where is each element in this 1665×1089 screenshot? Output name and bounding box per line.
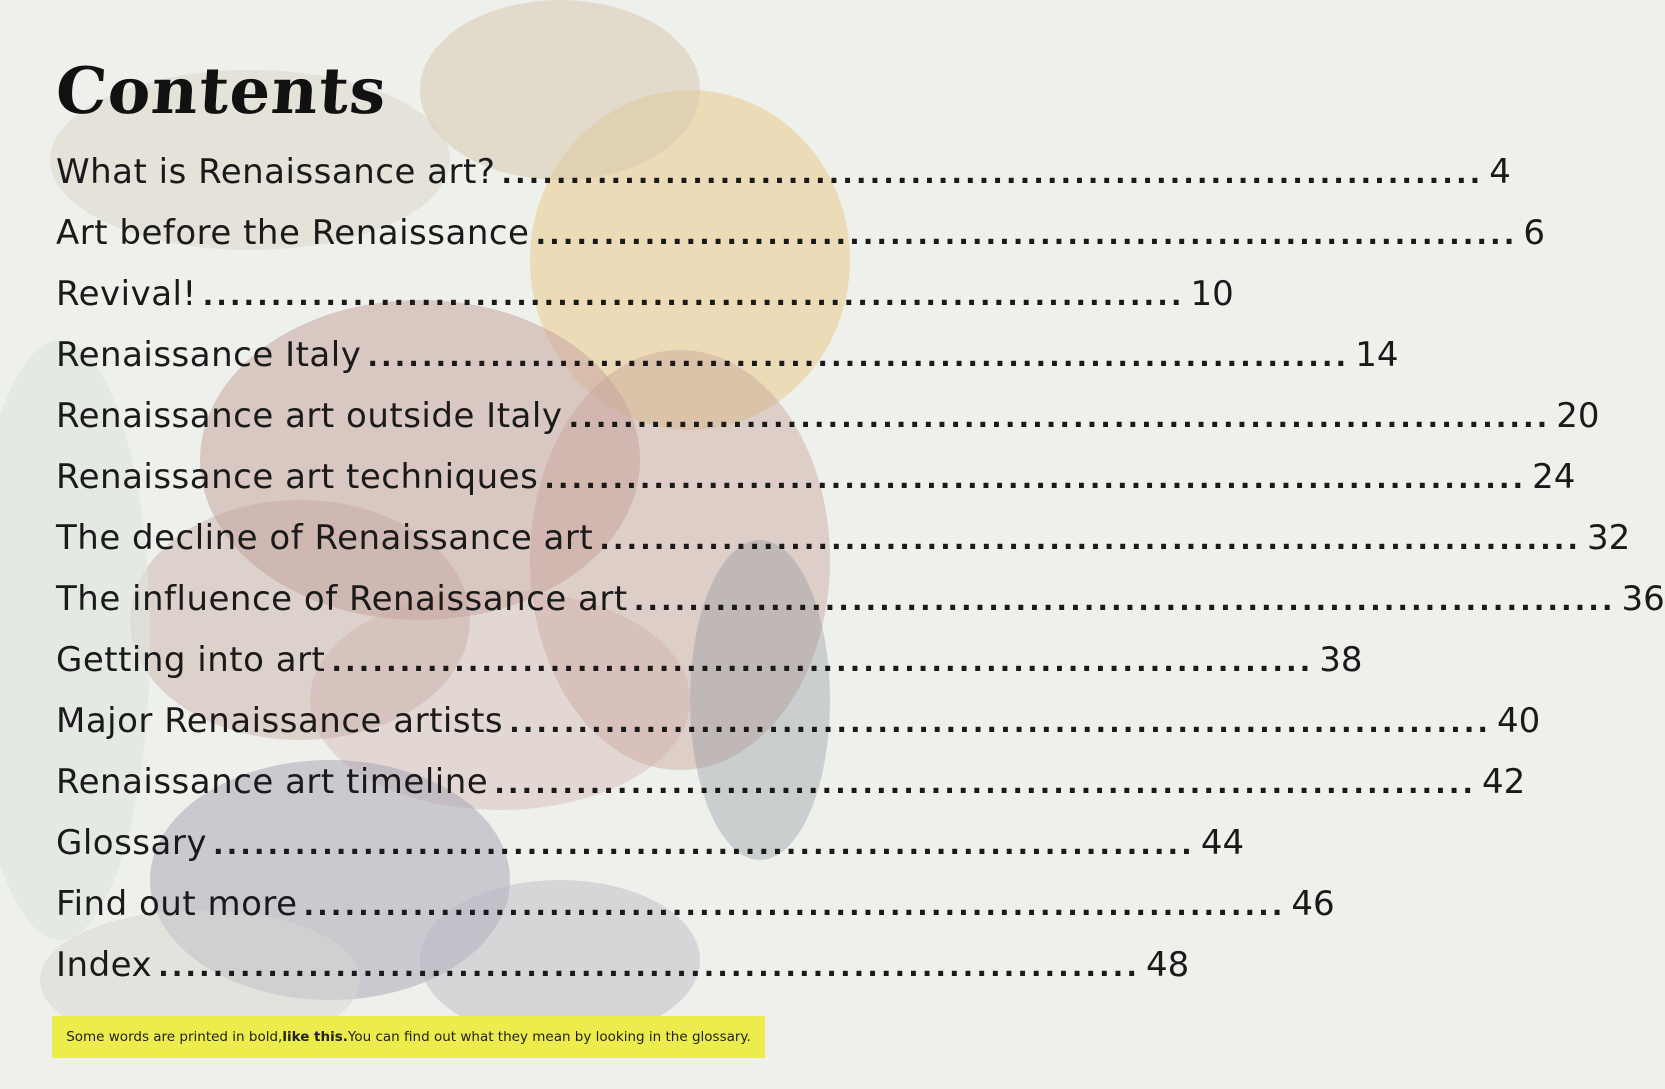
toc-entry-label: What is Renaissance art?	[56, 152, 496, 192]
dot-leader: ........................................................................	[331, 645, 1314, 678]
toc-entry-page: 10	[1190, 274, 1234, 314]
toc-entry[interactable]	[56, 874, 1335, 935]
toc-entry-label: Glossary	[56, 823, 207, 863]
toc-entry-page: 6	[1523, 213, 1545, 253]
toc-entry[interactable]	[56, 264, 1234, 325]
toc-entry-label: Find out more	[56, 884, 298, 924]
dot-leader: ........................................................................	[494, 767, 1477, 800]
toc-entry-page: 46	[1291, 884, 1335, 924]
note-bold-example: like this.	[282, 1029, 348, 1045]
dot-leader: ........................................................................	[367, 340, 1350, 373]
dot-leader: ........................................................................	[509, 706, 1491, 739]
dot-leader: ........................................................................	[535, 218, 1518, 251]
toc-entry-label: Renaissance art techniques	[56, 457, 539, 497]
toc-entry-page: 32	[1587, 518, 1631, 558]
toc-entry-page: 36	[1621, 579, 1665, 619]
toc-entry-label: Getting into art	[56, 640, 326, 680]
toc-entry-page: 44	[1200, 823, 1245, 863]
toc-entry[interactable]	[56, 630, 1363, 691]
table-of-contents	[56, 142, 1665, 996]
toc-entry[interactable]	[56, 447, 1576, 508]
toc-entry-label: The influence of Renaissance art	[56, 579, 628, 619]
toc-entry[interactable]	[56, 691, 1541, 752]
toc-entry-page: 24	[1532, 457, 1576, 497]
toc-entry[interactable]	[56, 935, 1190, 996]
toc-entry-page: 42	[1482, 762, 1526, 802]
dot-leader: ........................................................................	[303, 889, 1286, 922]
toc-entry[interactable]	[56, 569, 1665, 630]
toc-entry-page: 4	[1489, 152, 1511, 192]
note-text-after: You can find out what they mean by looking in the glossary.	[347, 1029, 751, 1045]
toc-entry-page: 48	[1145, 945, 1190, 985]
toc-entry-label: Renaissance art timeline	[56, 762, 489, 802]
toc-entry-page: 40	[1496, 701, 1541, 741]
toc-entry[interactable]	[56, 386, 1600, 447]
dot-leader: ........................................................................	[202, 279, 1185, 312]
dot-leader: ........................................................................	[212, 828, 1195, 861]
glossary-note	[52, 1016, 765, 1058]
toc-entry-page: 20	[1556, 396, 1600, 436]
note-text-before: Some words are printed in bold,	[66, 1029, 283, 1045]
toc-entry-page: 14	[1355, 335, 1399, 375]
page-title: Contents	[53, 54, 390, 129]
toc-entry-label: Revival!	[56, 274, 197, 314]
dot-leader: ........................................................................	[544, 462, 1527, 495]
toc-entry[interactable]	[56, 508, 1631, 569]
dot-leader: ........................................................................	[568, 401, 1551, 434]
dot-leader: ........................................................................	[633, 584, 1616, 617]
toc-entry[interactable]	[56, 142, 1511, 203]
toc-entry[interactable]	[56, 813, 1245, 874]
toc-entry[interactable]	[56, 325, 1399, 386]
toc-entry-label: Major Renaissance artists	[56, 701, 504, 741]
dot-leader: ........................................................................	[158, 950, 1140, 983]
toc-entry-label: Art before the Renaissance	[56, 213, 530, 253]
toc-entry-label: Renaissance Italy	[56, 335, 362, 375]
toc-entry-label: Index	[56, 945, 153, 985]
dot-leader: ........................................................................	[501, 157, 1484, 190]
toc-entry[interactable]	[56, 203, 1545, 264]
toc-entry-label: The decline of Renaissance art	[56, 518, 594, 558]
toc-entry[interactable]	[56, 752, 1526, 813]
toc-entry-label: Renaissance art outside Italy	[56, 396, 563, 436]
toc-entry-page: 38	[1319, 640, 1363, 680]
dot-leader: ........................................................................	[599, 523, 1582, 556]
